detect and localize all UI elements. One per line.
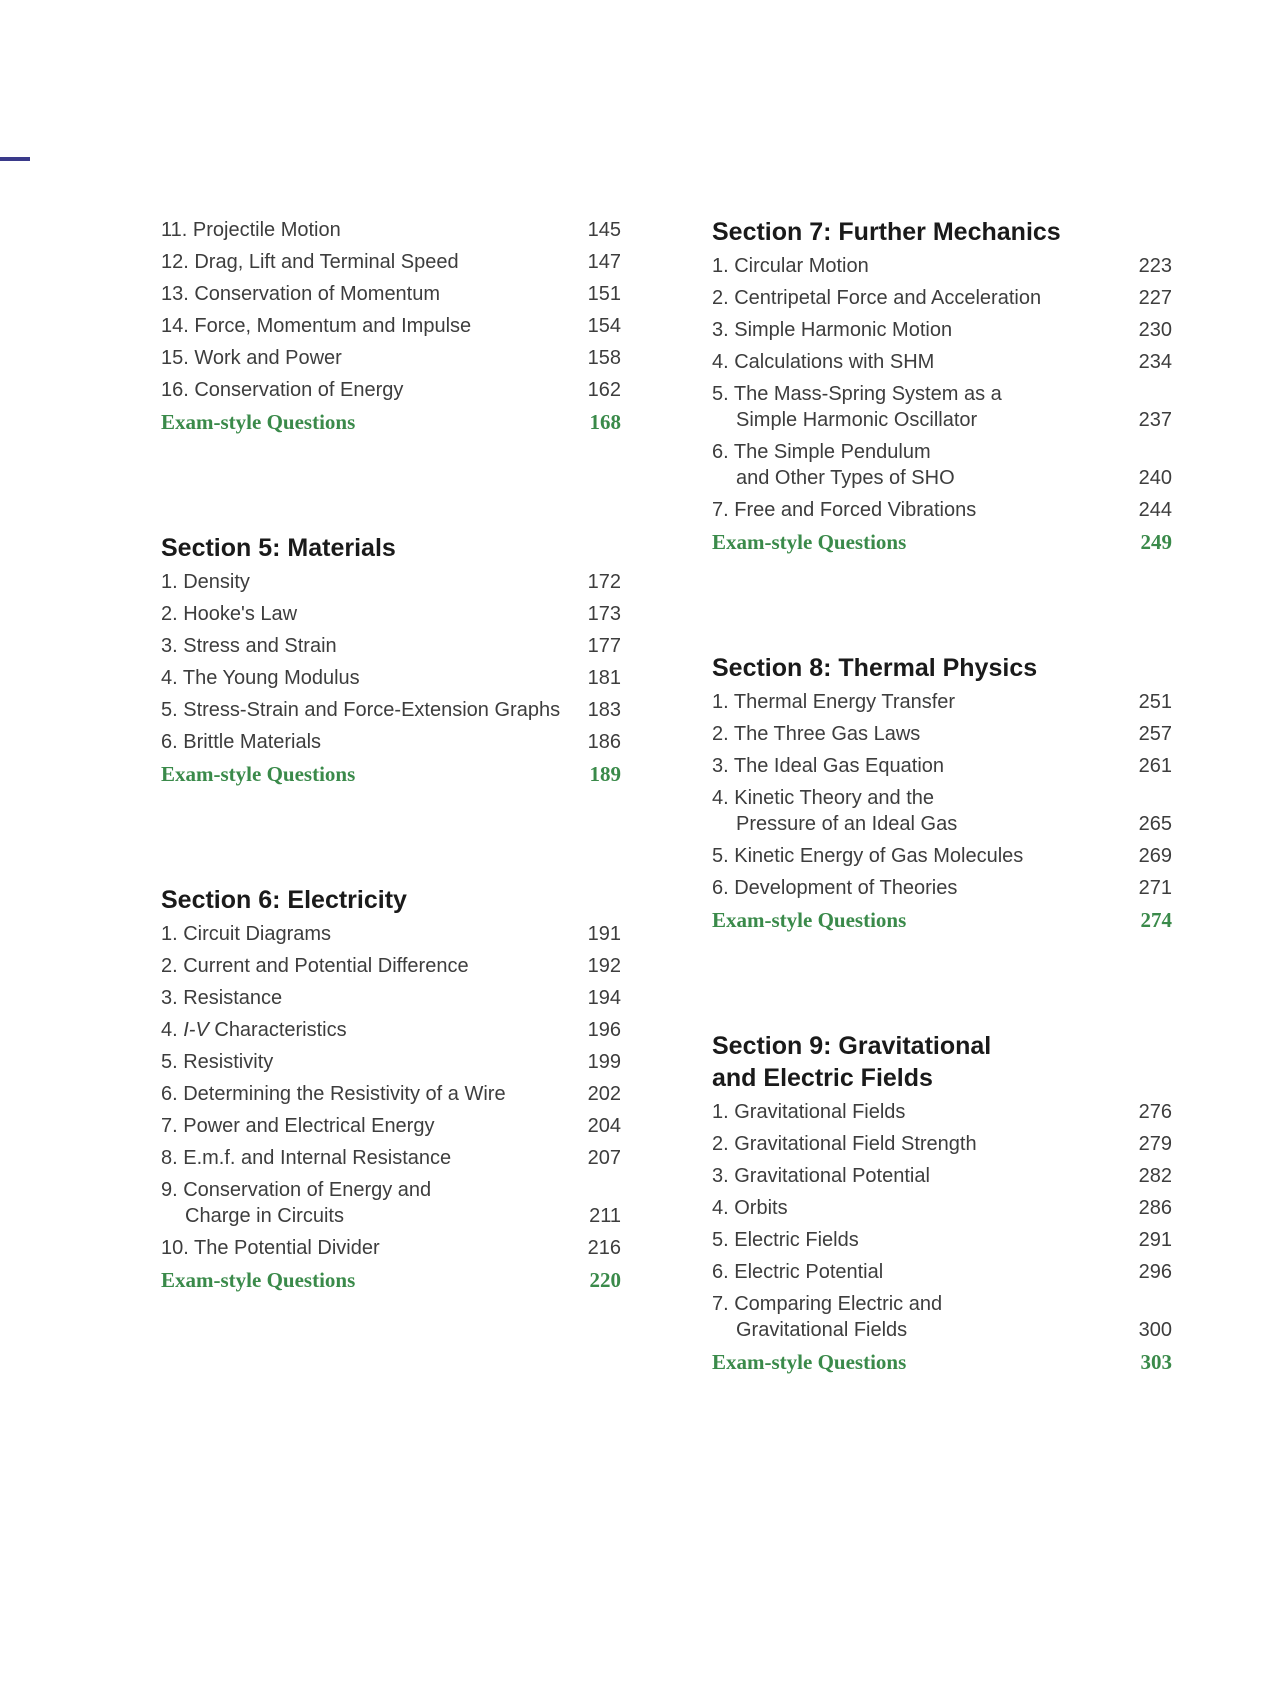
toc-entry[interactable]: 1. Thermal Energy Transfer 251: [712, 691, 1172, 713]
toc-entry[interactable]: 5. The Mass-Spring System as a Simple Harmonic Oscillator 237: [712, 383, 1172, 431]
toc-entry[interactable]: 14. Force, Momentum and Impulse 154: [161, 315, 621, 337]
toc-section-5: [161, 532, 621, 790]
toc-entry[interactable]: 1. Density 172: [161, 571, 621, 593]
toc-entry[interactable]: 12. Drag, Lift and Terminal Speed 147: [161, 251, 621, 273]
toc-exam-questions[interactable]: Exam-style Questions 249: [712, 530, 1172, 554]
toc-right-column: [712, 216, 1172, 1378]
toc-entry[interactable]: 3. Gravitational Potential 282: [712, 1165, 1172, 1187]
toc-entry[interactable]: 10. The Potential Divider 216: [161, 1237, 621, 1259]
toc-entry[interactable]: 3. Resistance 194: [161, 987, 621, 1009]
toc-entry[interactable]: 3. Stress and Strain 177: [161, 635, 621, 657]
toc-section-6: [161, 884, 621, 1296]
section-title: Section 9: Gravitational and Electric Fields: [712, 1032, 992, 1092]
toc-entry[interactable]: 13. Conservation of Momentum 151: [161, 283, 621, 305]
toc-section-9: [712, 1030, 1172, 1378]
toc-entry[interactable]: 2. The Three Gas Laws 257: [712, 723, 1172, 745]
toc-exam-questions[interactable]: Exam-style Questions 274: [712, 908, 1172, 932]
toc-exam-questions[interactable]: Exam-style Questions 189: [161, 762, 621, 786]
toc-entry[interactable]: 6. Brittle Materials 186: [161, 731, 621, 753]
toc-entry[interactable]: 9. Conservation of Energy and Charge in Circuits 211: [161, 1179, 621, 1227]
toc-entry[interactable]: 16. Conservation of Energy 162: [161, 379, 621, 401]
toc-entry[interactable]: 5. Resistivity 199: [161, 1051, 621, 1073]
toc-entry[interactable]: 5. Electric Fields 291: [712, 1229, 1172, 1251]
toc-entry[interactable]: 2. Centripetal Force and Acceleration 227: [712, 287, 1172, 309]
toc-entry[interactable]: 6. Development of Theories 271: [712, 877, 1172, 899]
toc-entry[interactable]: 11. Projectile Motion 145: [161, 219, 621, 241]
toc-entry[interactable]: 2. Hooke's Law 173: [161, 603, 621, 625]
toc-entry[interactable]: 7. Free and Forced Vibrations 244: [712, 499, 1172, 521]
toc-entry[interactable]: 1. Gravitational Fields 276: [712, 1101, 1172, 1123]
toc-entry[interactable]: 4. Orbits 286: [712, 1197, 1172, 1219]
toc-exam-questions[interactable]: Exam-style Questions 168: [161, 410, 621, 434]
toc-entry[interactable]: 2. Gravitational Field Strength 279: [712, 1133, 1172, 1155]
toc-entry[interactable]: 1. Circular Motion 223: [712, 255, 1172, 277]
toc-section-4-continued: [161, 214, 621, 438]
toc-entry[interactable]: 3. The Ideal Gas Equation 261: [712, 755, 1172, 777]
section-title: Section 7: Further Mechanics: [712, 218, 1061, 246]
section-title: Section 8: Thermal Physics: [712, 654, 1038, 682]
toc-entry[interactable]: 5. Kinetic Energy of Gas Molecules 269: [712, 845, 1172, 867]
toc-entry[interactable]: 4. The Young Modulus 181: [161, 667, 621, 689]
section-title: Section 6: Electricity: [161, 886, 407, 914]
toc-entry[interactable]: 8. E.m.f. and Internal Resistance 207: [161, 1147, 621, 1169]
toc-entry[interactable]: 4. Calculations with SHM 234: [712, 351, 1172, 373]
toc-entry[interactable]: 4. Kinetic Theory and the Pressure of an Ideal Gas 265: [712, 787, 1172, 835]
toc-entry[interactable]: 3. Simple Harmonic Motion 230: [712, 319, 1172, 341]
toc-entry[interactable]: 15. Work and Power 158: [161, 347, 621, 369]
toc-entry[interactable]: 6. Electric Potential 296: [712, 1261, 1172, 1283]
toc-entry[interactable]: 4. I-V Characteristics 196: [161, 1019, 621, 1041]
toc-exam-questions[interactable]: Exam-style Questions 220: [161, 1268, 621, 1292]
page-edge-marker: [0, 157, 30, 161]
toc-left-column: [161, 214, 621, 1296]
toc-entry[interactable]: 7. Power and Electrical Energy 204: [161, 1115, 621, 1137]
toc-entry[interactable]: 6. The Simple Pendulum and Other Types of SHO 240: [712, 441, 1172, 489]
toc-section-7: [712, 216, 1172, 558]
toc-entry[interactable]: 7. Comparing Electric and Gravitational Fields 300: [712, 1293, 1172, 1341]
toc-entry[interactable]: 1. Circuit Diagrams 191: [161, 923, 621, 945]
toc-section-8: [712, 652, 1172, 936]
toc-entry[interactable]: 5. Stress-Strain and Force-Extension Graphs 183: [161, 699, 621, 721]
section-title: Section 5: Materials: [161, 534, 396, 562]
toc-exam-questions[interactable]: Exam-style Questions 303: [712, 1350, 1172, 1374]
toc-entry[interactable]: 6. Determining the Resistivity of a Wire 202: [161, 1083, 621, 1105]
toc-entry[interactable]: 2. Current and Potential Difference 192: [161, 955, 621, 977]
